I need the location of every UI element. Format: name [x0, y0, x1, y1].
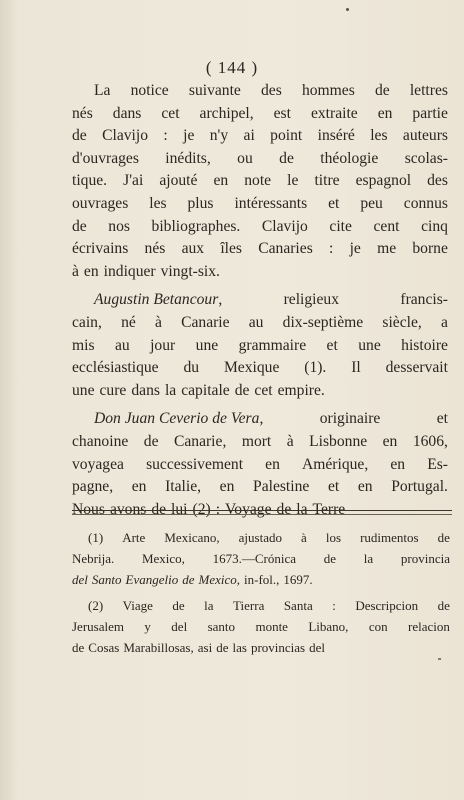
text-line: La notice suivante des hommes de lettres — [94, 82, 448, 99]
text-line: ouvrages les plus intéressants et peu connus — [72, 194, 448, 212]
text-line: mis au jour une grammaire et une histoire — [72, 336, 448, 354]
text-line: cain, né à Canarie au dix-septième siècle, a — [72, 313, 448, 331]
main-text — [72, 80, 448, 521]
footnote-rule — [72, 510, 452, 511]
text-line: (1) Arte Mexicano, ajustado à los rudimentos de — [88, 530, 450, 545]
text-line: nés dans cet archipel, est extraite en partie — [72, 104, 448, 122]
text-line: chanoine de Canarie, mort à Lisbonne en 1606, — [72, 432, 448, 450]
text-line: tique. J'ai ajouté en note le titre espagnol des — [72, 172, 448, 190]
text-line: del Santo Evangelio de Mexico, in-fol., 1697. — [72, 571, 313, 587]
text-line: d'ouvrages inédits, ou de théologie scolas- — [72, 149, 448, 167]
text-line: Augustin Betancour, religieux francis- — [94, 291, 448, 309]
text-line: de nos bibliographes. Clavijo cite cent cinq — [72, 217, 448, 235]
text-line: (2) Viage de la Tierra Santa : Descripcion de — [88, 598, 450, 614]
text-line: à en indiquer vingt-six. — [72, 262, 220, 280]
text-line: écrivains nés aux îles Canaries : je me borne — [72, 240, 448, 258]
footnote-2 — [72, 596, 450, 658]
text-line: Nous avons de lui (2) : Voyage de la Terre — [72, 500, 346, 518]
footnotes — [72, 528, 450, 659]
paragraph-ceverio — [72, 408, 448, 521]
text-line: Don Juan Ceverio de Vera, originaire et — [94, 410, 448, 428]
text-line: ecclésiastique du Mexique (1). Il desservait — [72, 359, 448, 377]
footnote-1 — [72, 528, 450, 590]
text-line: de Clavijo : je n'y ai point inséré les auteurs — [72, 127, 448, 145]
paragraph-intro — [72, 80, 448, 283]
text-line: voyagea successivement en Amérique, en Es- — [72, 455, 448, 473]
paper-speck — [438, 658, 441, 660]
ink-dot — [346, 8, 349, 11]
text-line: Jerusalem y del santo monte Libano, con relacion — [72, 619, 450, 635]
text-line: une cure dans la capitale de cet empire. — [72, 381, 325, 399]
text-line: Nebrija. Mexico, 1673.—Crónica de la provincia — [72, 550, 450, 566]
footnote-rule-thin — [72, 514, 452, 515]
paragraph-betancour — [72, 289, 448, 402]
text-line: pagne, en Italie, en Palestine et en Portugal. — [72, 478, 448, 496]
page-number: ( 144 ) — [205, 58, 259, 77]
text-line: de Cosas Marabillosas, asi de las provincias del — [72, 639, 325, 655]
